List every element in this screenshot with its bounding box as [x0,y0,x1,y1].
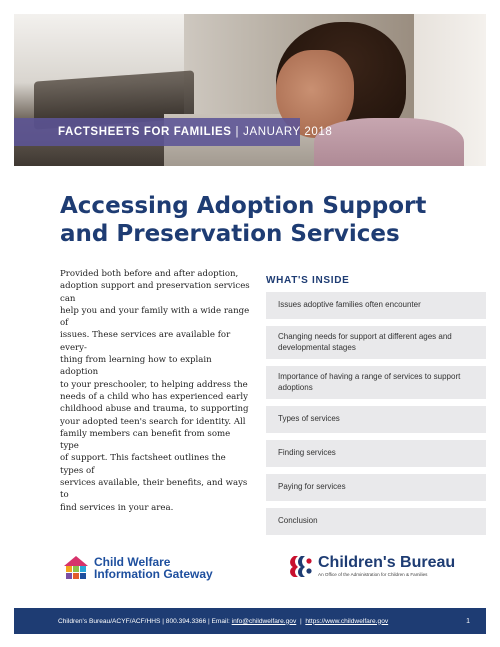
intro-line: of support. This factsheet outlines the types of [60,453,226,476]
toc-item-issues[interactable]: Issues adoptive families often encounter [266,292,486,319]
toc-item-importance[interactable]: Importance of having a range of services to support adoptions [266,366,486,399]
intro-line: Provided both before and after adoption, [60,269,239,279]
whats-inside-list [266,292,486,542]
intro-line: find services in your area. [60,502,174,513]
child-shirt [314,118,464,166]
footer-website-link[interactable]: https://www.childwelfare.gov [305,617,389,625]
gateway-line-2: Information Gateway [94,567,213,581]
whats-inside-heading: WHAT'S INSIDE [266,275,350,286]
toc-item-changing-needs[interactable]: Changing needs for support at different ages and developmental stages [266,326,486,359]
hero-image [14,14,486,166]
toc-item-paying[interactable]: Paying for services [266,474,486,501]
footer-separator: | [299,617,302,625]
intro-line: needs of a child who has experienced early [60,391,249,402]
intro-line: to your preschooler, to helping address the [60,379,248,390]
title-line-2: and Preservation Services [60,221,400,247]
toc-item-conclusion[interactable]: Conclusion [266,508,486,535]
page-number: 1 [466,617,470,625]
intro-line: your adopted teen's search for identity. All [60,416,246,427]
intro-line: family members can benefit from some type [60,428,231,452]
document-title [60,192,460,248]
childrens-bureau-icon [288,553,314,579]
title-line-1: Accessing Adoption Support [60,193,427,219]
intro-line: adoption support and preservation services can [60,281,250,304]
childrens-bureau-logo[interactable] [288,553,455,579]
intro-line: services available, their benefits, and ways to [60,478,248,501]
intro-line: childhood abuse and trauma, to supporting [60,404,249,415]
gateway-line-1: Child Welfare [94,554,171,569]
bureau-tagline: An Office of the Administration for Children & Families [318,571,428,577]
intro-line: help you and your family with a wide range of [60,305,250,329]
intro-line: issues. These services are available for every- [60,330,231,353]
gateway-house-icon [62,554,90,582]
publication-date: JANUARY 2018 [243,126,333,138]
intro-line: thing from learning how to explain adoption [60,355,212,378]
banner-separator: | [235,126,240,138]
footer-contact: Children's Bureau/ACYF/ACF/HHS | 800.394.3366 | Email: [58,617,230,625]
childrens-bureau-wordmark [318,555,455,578]
toc-item-finding[interactable]: Finding services [266,440,486,467]
intro-paragraph [60,268,250,514]
series-label: FACTSHEETS FOR FAMILIES [58,126,232,138]
bureau-name: Children's Bureau [318,553,456,571]
footer-bar [14,608,486,634]
footer-email-link[interactable]: info@childwelfare.gov [231,617,297,625]
series-banner [14,118,333,146]
toc-item-types[interactable]: Types of services [266,406,486,433]
child-welfare-gateway-logo[interactable] [62,552,213,584]
gateway-wordmark [94,556,213,581]
